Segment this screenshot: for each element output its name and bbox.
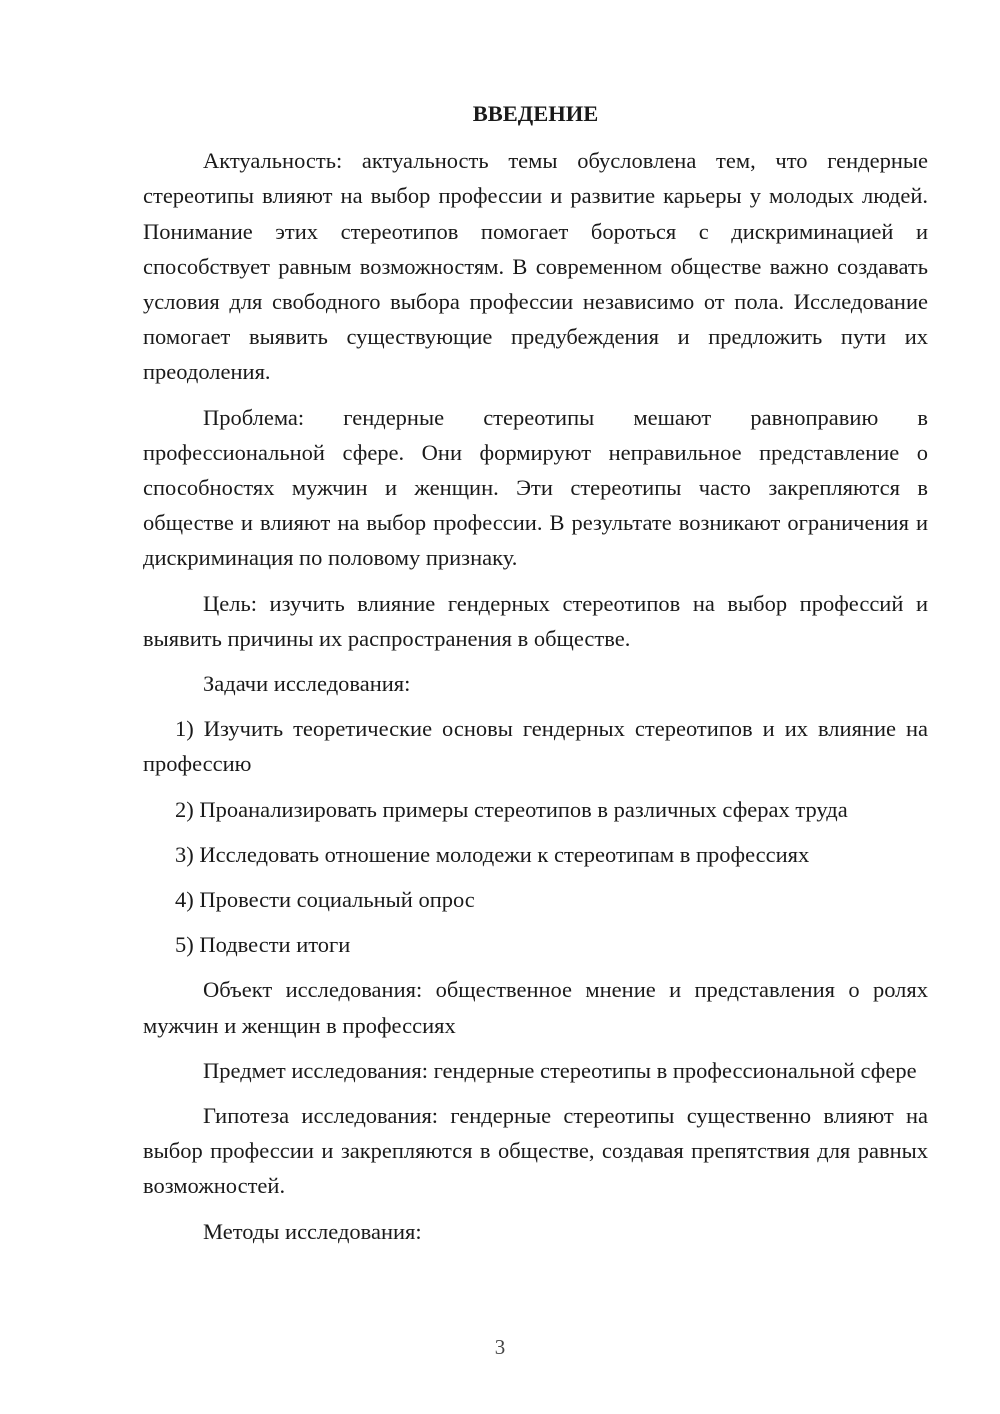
paragraph-tasks-heading: Задачи исследования: — [203, 671, 411, 697]
document-page — [143, 96, 928, 1259]
paragraph-problem: Проблема: гендерные стереотипы мешают равноправию в профессиональной сфере. Они формируют неправильное представление о способностях мужчин и женщин. Эти стереотипы часто закрепляются в обществе и влияют на выбор профессии. В результате возникают ограничения и дискриминация по половому признаку. — [143, 404, 928, 571]
list-item: 2) Проанализировать примеры стереотипов в различных сферах труда — [175, 796, 848, 822]
list-item: 5) Подвести итоги — [175, 932, 351, 958]
paragraph-goal: Цель: изучить влияние гендерных стереотипов на выбор профессий и выявить причины их распространения в обществе. — [143, 590, 928, 651]
list-item: 3) Исследовать отношение молодежи к стереотипам в профессиях — [175, 841, 810, 867]
paragraph-hypothesis: Гипотеза исследования: гендерные стереотипы существенно влияют на выбор профессии и закрепляются в обществе, создавая препятствия для равных возможностей. — [143, 1103, 928, 1199]
paragraph-relevance: Актуальность: актуальность темы обусловлена тем, что гендерные стереотипы влияют на выбор профессии и развитие карьеры у молодых людей. Понимание этих стереотипов помогает бороться с дискриминацией и способствует равным возможностям. В современном обществе важно создавать условия для свободного выбора профессии независимо от пола. Исследование помогает выявить существующие предубеждения и предложить пути их преодоления. — [143, 148, 928, 385]
list-item: 1) Изучить теоретические основы гендерных стереотипов и их влияние на профессию — [143, 716, 928, 777]
paragraph-subject: Предмет исследования: гендерные стереотипы в профессиональной сфере — [203, 1057, 917, 1083]
list-item: 4) Провести социальный опрос — [175, 887, 475, 913]
paragraph-object: Объект исследования: общественное мнение и представления о ролях мужчин и женщин в профессиях — [143, 977, 928, 1038]
page-number: 3 — [494, 1335, 506, 1359]
paragraph-methods: Методы исследования: — [203, 1218, 422, 1244]
page-title: ВВЕДЕНИЕ — [472, 101, 599, 126]
